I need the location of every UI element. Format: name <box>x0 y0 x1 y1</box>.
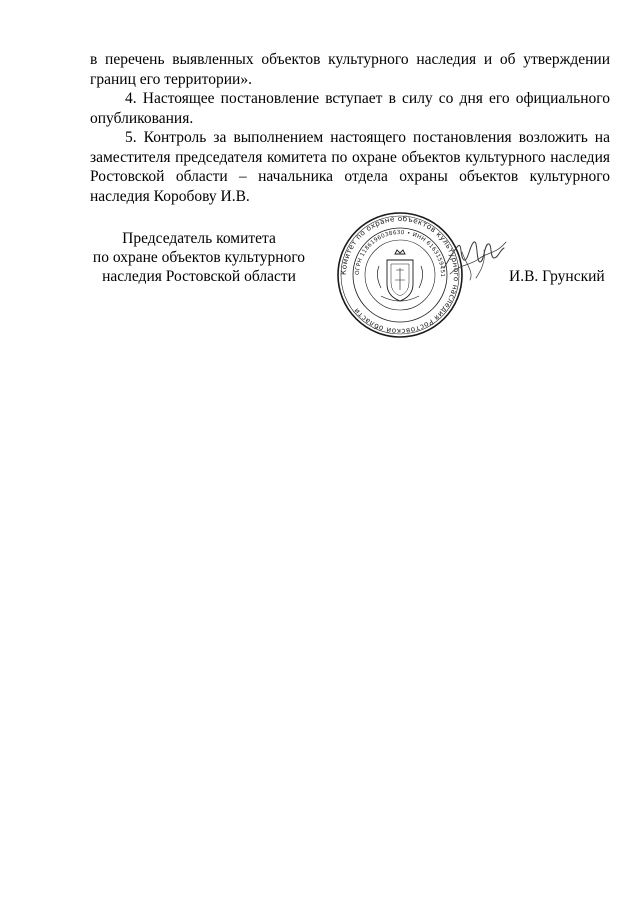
signatory-position <box>84 229 314 286</box>
signatory-name: И.В. Грунский <box>509 268 605 285</box>
signatory-position-line: по охране объектов культурного <box>92 249 306 266</box>
paragraph-item-5: 5. Контроль за выполнением настоящего постановления возложить на заместителя председателя комитета по охране объектов культурного наследия Ростовской области – начальника отдела охраны объектов культурного наследия Коробову И.В. <box>90 129 610 205</box>
handwritten-signature <box>440 228 510 288</box>
signatory-position-line: Председатель комитета <box>122 230 276 247</box>
signatory-position-line: наследия Ростовской области <box>102 268 296 285</box>
document-body <box>90 50 610 206</box>
seal-inner-text: ОГРН 1186196038630 • ИНН 6163159451 <box>354 229 446 278</box>
paragraph-item-4: 4. Настоящее постановление вступает в силу со дня его официального опубликования. <box>90 90 610 127</box>
coat-of-arms-icon <box>377 250 422 301</box>
paragraph-continuation: в перечень выявленных объектов культурного наследия и об утверждении границ его территории». <box>90 51 610 88</box>
seal-outer-text: Комитет по охране объектов культурного наследия Ростовской области <box>338 213 462 337</box>
